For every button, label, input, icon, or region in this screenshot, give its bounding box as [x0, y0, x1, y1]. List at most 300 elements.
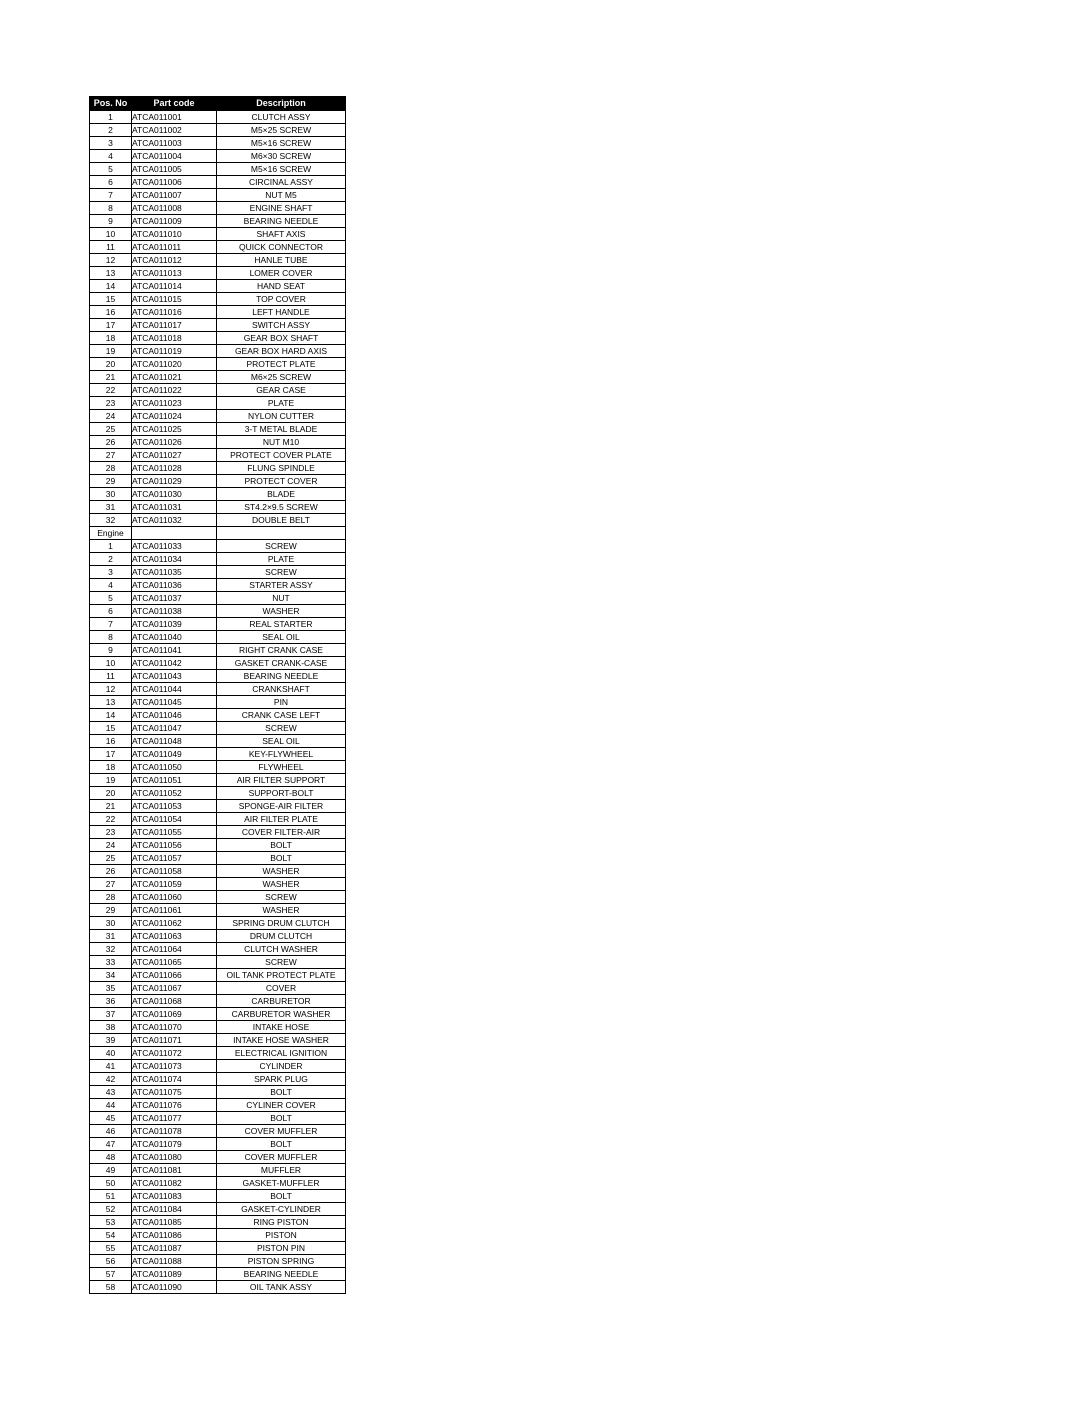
pos-cell: 18: [90, 761, 132, 774]
part-code-cell: ATCA011062: [132, 917, 217, 930]
pos-cell: 5: [90, 592, 132, 605]
part-code-cell: ATCA011034: [132, 553, 217, 566]
part-code-cell: ATCA011007: [132, 189, 217, 202]
part-code-cell: ATCA011019: [132, 345, 217, 358]
part-code-cell: ATCA011046: [132, 709, 217, 722]
part-code-cell: ATCA011035: [132, 566, 217, 579]
table-row: [90, 566, 346, 579]
table-row: [90, 1268, 346, 1281]
table-row: [90, 657, 346, 670]
table-row: [90, 1125, 346, 1138]
pos-cell: 53: [90, 1216, 132, 1229]
table-row: [90, 995, 346, 1008]
description-cell: SEAL OIL: [217, 631, 346, 644]
description-cell: NYLON CUTTER: [217, 410, 346, 423]
pos-cell: 14: [90, 709, 132, 722]
part-code-cell: ATCA011020: [132, 358, 217, 371]
pos-cell: 12: [90, 683, 132, 696]
table-row: [90, 358, 346, 371]
pos-cell: 32: [90, 943, 132, 956]
description-cell: SCREW: [217, 540, 346, 553]
description-cell: AIR FILTER SUPPORT: [217, 774, 346, 787]
description-cell: TOP COVER: [217, 293, 346, 306]
table-row: [90, 826, 346, 839]
pos-cell: 21: [90, 800, 132, 813]
description-cell: ST4.2×9.5 SCREW: [217, 501, 346, 514]
pos-cell: 24: [90, 839, 132, 852]
table-row: [90, 592, 346, 605]
table-row: [90, 280, 346, 293]
part-code-cell: ATCA011001: [132, 111, 217, 124]
table-row: [90, 683, 346, 696]
pos-cell: 35: [90, 982, 132, 995]
description-cell: M6×25 SCREW: [217, 371, 346, 384]
pos-cell: 45: [90, 1112, 132, 1125]
part-code-cell: ATCA011010: [132, 228, 217, 241]
table-row: [90, 449, 346, 462]
pos-cell: 56: [90, 1255, 132, 1268]
part-code-cell: ATCA011084: [132, 1203, 217, 1216]
part-code-cell: ATCA011040: [132, 631, 217, 644]
table-row: [90, 1255, 346, 1268]
table-row: [90, 1099, 346, 1112]
table-row: [90, 124, 346, 137]
description-cell: ENGINE SHAFT: [217, 202, 346, 215]
description-cell: INTAKE HOSE: [217, 1021, 346, 1034]
pos-cell: 6: [90, 605, 132, 618]
pos-cell: 43: [90, 1086, 132, 1099]
part-code-cell: ATCA011090: [132, 1281, 217, 1294]
part-code-cell: ATCA011002: [132, 124, 217, 137]
description-cell: GEAR CASE: [217, 384, 346, 397]
table-row: [90, 904, 346, 917]
pos-cell: 17: [90, 748, 132, 761]
table-row: [90, 735, 346, 748]
table-row: [90, 371, 346, 384]
pos-cell: 40: [90, 1047, 132, 1060]
table-row: [90, 462, 346, 475]
table-row: [90, 1242, 346, 1255]
pos-cell: 13: [90, 267, 132, 280]
pos-cell: 29: [90, 904, 132, 917]
pos-cell: 27: [90, 878, 132, 891]
table-row: [90, 111, 346, 124]
description-cell: NUT M10: [217, 436, 346, 449]
table-row: [90, 787, 346, 800]
pos-cell: 7: [90, 618, 132, 631]
description-cell: PROTECT COVER PLATE: [217, 449, 346, 462]
description-cell: GASKET-MUFFLER: [217, 1177, 346, 1190]
pos-cell: 16: [90, 735, 132, 748]
pos-cell: 19: [90, 345, 132, 358]
pos-cell: 27: [90, 449, 132, 462]
main-parts-body: [90, 111, 346, 527]
part-code-cell: ATCA011008: [132, 202, 217, 215]
description-cell: M5×16 SCREW: [217, 163, 346, 176]
table-row: [90, 1216, 346, 1229]
description-cell: NUT M5: [217, 189, 346, 202]
pos-cell: 31: [90, 930, 132, 943]
table-row: [90, 605, 346, 618]
description-cell: RING PISTON: [217, 1216, 346, 1229]
part-code-cell: ATCA011015: [132, 293, 217, 306]
pos-cell: 21: [90, 371, 132, 384]
part-code-cell: ATCA011051: [132, 774, 217, 787]
pos-cell: 5: [90, 163, 132, 176]
table-row: [90, 774, 346, 787]
part-code-cell: ATCA011003: [132, 137, 217, 150]
part-code-cell: ATCA011060: [132, 891, 217, 904]
engine-section-header: [90, 527, 346, 540]
part-code-cell: ATCA011030: [132, 488, 217, 501]
description-cell: CYLINER COVER: [217, 1099, 346, 1112]
table-row: [90, 813, 346, 826]
table-row: [90, 514, 346, 527]
pos-cell: 8: [90, 202, 132, 215]
part-code-cell: ATCA011044: [132, 683, 217, 696]
part-code-cell: ATCA011027: [132, 449, 217, 462]
description-cell: CLUTCH WASHER: [217, 943, 346, 956]
table-row: [90, 332, 346, 345]
table-row: [90, 878, 346, 891]
part-code-cell: ATCA011074: [132, 1073, 217, 1086]
part-code-cell: ATCA011058: [132, 865, 217, 878]
pos-cell: 1: [90, 111, 132, 124]
description-cell: M5×16 SCREW: [217, 137, 346, 150]
pos-cell: 47: [90, 1138, 132, 1151]
part-code-cell: ATCA011078: [132, 1125, 217, 1138]
table-row: [90, 930, 346, 943]
header-description: Description: [217, 97, 346, 111]
part-code-cell: ATCA011021: [132, 371, 217, 384]
pos-cell: 18: [90, 332, 132, 345]
description-cell: SCREW: [217, 566, 346, 579]
pos-cell: 11: [90, 241, 132, 254]
description-cell: WASHER: [217, 605, 346, 618]
part-code-cell: ATCA011052: [132, 787, 217, 800]
description-cell: STARTER ASSY: [217, 579, 346, 592]
pos-cell: 58: [90, 1281, 132, 1294]
table-row: [90, 267, 346, 280]
part-code-cell: ATCA011043: [132, 670, 217, 683]
table-row: [90, 670, 346, 683]
table-row: [90, 956, 346, 969]
pos-cell: 38: [90, 1021, 132, 1034]
description-cell: BLADE: [217, 488, 346, 501]
table-row: [90, 644, 346, 657]
table-row: [90, 1281, 346, 1294]
part-code-cell: ATCA011045: [132, 696, 217, 709]
part-code-cell: ATCA011059: [132, 878, 217, 891]
description-cell: NUT: [217, 592, 346, 605]
pos-cell: 30: [90, 917, 132, 930]
table-row: [90, 722, 346, 735]
header-row: [90, 97, 346, 111]
part-code-cell: ATCA011037: [132, 592, 217, 605]
parts-table: [89, 96, 346, 1294]
description-cell: HANLE TUBE: [217, 254, 346, 267]
pos-cell: 50: [90, 1177, 132, 1190]
description-cell: LOMER COVER: [217, 267, 346, 280]
part-code-cell: ATCA011016: [132, 306, 217, 319]
part-code-cell: ATCA011082: [132, 1177, 217, 1190]
description-cell: RIGHT CRANK CASE: [217, 644, 346, 657]
part-code-cell: ATCA011087: [132, 1242, 217, 1255]
table-row: [90, 1112, 346, 1125]
pos-cell: 8: [90, 631, 132, 644]
table-header: [90, 97, 346, 111]
pos-cell: 13: [90, 696, 132, 709]
pos-cell: 3: [90, 566, 132, 579]
part-code-cell: ATCA011041: [132, 644, 217, 657]
table-row: [90, 254, 346, 267]
description-cell: M6×30 SCREW: [217, 150, 346, 163]
description-cell: PISTON SPRING: [217, 1255, 346, 1268]
table-row: [90, 1177, 346, 1190]
part-code-cell: ATCA011071: [132, 1034, 217, 1047]
table-row: [90, 150, 346, 163]
description-cell: OIL TANK ASSY: [217, 1281, 346, 1294]
part-code-cell: ATCA011063: [132, 930, 217, 943]
table-row: [90, 137, 346, 150]
part-code-cell: ATCA011048: [132, 735, 217, 748]
table-row: [90, 618, 346, 631]
part-code-cell: ATCA011013: [132, 267, 217, 280]
pos-cell: 42: [90, 1073, 132, 1086]
pos-cell: 20: [90, 787, 132, 800]
description-cell: BOLT: [217, 852, 346, 865]
description-cell: INTAKE HOSE WASHER: [217, 1034, 346, 1047]
table-row: [90, 1190, 346, 1203]
part-code-cell: ATCA011056: [132, 839, 217, 852]
part-code-cell: ATCA011023: [132, 397, 217, 410]
part-code-cell: ATCA011005: [132, 163, 217, 176]
section-label: Engine: [90, 527, 132, 540]
pos-cell: 25: [90, 852, 132, 865]
pos-cell: 39: [90, 1034, 132, 1047]
description-cell: FLYWHEEL: [217, 761, 346, 774]
table-row: [90, 1138, 346, 1151]
description-cell: BEARING NEEDLE: [217, 215, 346, 228]
pos-cell: 6: [90, 176, 132, 189]
pos-cell: 34: [90, 969, 132, 982]
description-cell: FLUNG SPINDLE: [217, 462, 346, 475]
description-cell: SWITCH ASSY: [217, 319, 346, 332]
part-code-cell: ATCA011081: [132, 1164, 217, 1177]
description-cell: BEARING NEEDLE: [217, 670, 346, 683]
part-code-cell: ATCA011069: [132, 1008, 217, 1021]
description-cell: ELECTRICAL IGNITION: [217, 1047, 346, 1060]
description-cell: OIL TANK PROTECT PLATE: [217, 969, 346, 982]
description-cell: WASHER: [217, 878, 346, 891]
pos-cell: 17: [90, 319, 132, 332]
pos-cell: 16: [90, 306, 132, 319]
description-cell: BEARING NEEDLE: [217, 1268, 346, 1281]
pos-cell: 23: [90, 397, 132, 410]
table-row: [90, 215, 346, 228]
description-cell: CIRCINAL ASSY: [217, 176, 346, 189]
part-code-cell: ATCA011028: [132, 462, 217, 475]
table-row: [90, 1008, 346, 1021]
pos-cell: 44: [90, 1099, 132, 1112]
part-code-cell: ATCA011038: [132, 605, 217, 618]
part-code-cell: ATCA011006: [132, 176, 217, 189]
pos-cell: 4: [90, 150, 132, 163]
table-row: [90, 176, 346, 189]
pos-cell: 28: [90, 891, 132, 904]
description-cell: REAL STARTER: [217, 618, 346, 631]
pos-cell: 14: [90, 280, 132, 293]
part-code-cell: ATCA011011: [132, 241, 217, 254]
pos-cell: 52: [90, 1203, 132, 1216]
pos-cell: 36: [90, 995, 132, 1008]
description-cell: SPONGE-AIR FILTER: [217, 800, 346, 813]
pos-cell: 10: [90, 657, 132, 670]
part-code-cell: ATCA011009: [132, 215, 217, 228]
table-row: [90, 865, 346, 878]
description-cell: DRUM CLUTCH: [217, 930, 346, 943]
part-code-cell: ATCA011061: [132, 904, 217, 917]
pos-cell: 10: [90, 228, 132, 241]
part-code-cell: ATCA011075: [132, 1086, 217, 1099]
description-cell: GASKET CRANK-CASE: [217, 657, 346, 670]
pos-cell: 19: [90, 774, 132, 787]
part-code-cell: ATCA011012: [132, 254, 217, 267]
description-cell: CRANKSHAFT: [217, 683, 346, 696]
description-cell: BOLT: [217, 1086, 346, 1099]
table-row: [90, 163, 346, 176]
description-cell: PROTECT COVER: [217, 475, 346, 488]
table-row: [90, 969, 346, 982]
part-code-cell: ATCA011054: [132, 813, 217, 826]
pos-cell: 28: [90, 462, 132, 475]
part-code-cell: ATCA011029: [132, 475, 217, 488]
table-row: [90, 202, 346, 215]
description-cell: SUPPORT-BOLT: [217, 787, 346, 800]
description-cell: SPRING DRUM CLUTCH: [217, 917, 346, 930]
pos-cell: 22: [90, 813, 132, 826]
description-cell: COVER MUFFLER: [217, 1125, 346, 1138]
pos-cell: 49: [90, 1164, 132, 1177]
table-row: [90, 800, 346, 813]
table-row: [90, 241, 346, 254]
description-cell: MUFFLER: [217, 1164, 346, 1177]
table-row: [90, 501, 346, 514]
table-row: [90, 761, 346, 774]
pos-cell: 57: [90, 1268, 132, 1281]
description-cell: SPARK PLUG: [217, 1073, 346, 1086]
description-cell: QUICK CONNECTOR: [217, 241, 346, 254]
table-row: [90, 1151, 346, 1164]
pos-cell: 54: [90, 1229, 132, 1242]
pos-cell: 11: [90, 670, 132, 683]
table-row: [90, 579, 346, 592]
description-cell: LEFT HANDLE: [217, 306, 346, 319]
description-cell: GEAR BOX HARD AXIS: [217, 345, 346, 358]
table-row: [90, 306, 346, 319]
table-row: [90, 839, 346, 852]
part-code-cell: ATCA011039: [132, 618, 217, 631]
part-code-cell: ATCA011088: [132, 1255, 217, 1268]
part-code-cell: ATCA011064: [132, 943, 217, 956]
description-cell: PISTON: [217, 1229, 346, 1242]
description-cell: SCREW: [217, 956, 346, 969]
pos-cell: 23: [90, 826, 132, 839]
table-row: [90, 488, 346, 501]
part-code-cell: ATCA011085: [132, 1216, 217, 1229]
part-code-cell: ATCA011068: [132, 995, 217, 1008]
table-row: [90, 475, 346, 488]
part-code-cell: ATCA011049: [132, 748, 217, 761]
table-row: [90, 410, 346, 423]
part-code-cell: ATCA011089: [132, 1268, 217, 1281]
table-row: [90, 540, 346, 553]
pos-cell: 22: [90, 384, 132, 397]
part-code-cell: ATCA011050: [132, 761, 217, 774]
table-row: [90, 748, 346, 761]
description-cell: M5×25 SCREW: [217, 124, 346, 137]
description-cell: CARBURETOR WASHER: [217, 1008, 346, 1021]
pos-cell: 24: [90, 410, 132, 423]
part-code-cell: ATCA011018: [132, 332, 217, 345]
table-row: [90, 384, 346, 397]
table-row: [90, 423, 346, 436]
pos-cell: 20: [90, 358, 132, 371]
part-code-cell: ATCA011025: [132, 423, 217, 436]
section-empty-code: [132, 527, 217, 540]
pos-cell: 1: [90, 540, 132, 553]
description-cell: BOLT: [217, 1112, 346, 1125]
description-cell: PISTON PIN: [217, 1242, 346, 1255]
table-row: [90, 1047, 346, 1060]
pos-cell: 12: [90, 254, 132, 267]
header-part-code: Part code: [132, 97, 217, 111]
part-code-cell: ATCA011047: [132, 722, 217, 735]
description-cell: SCREW: [217, 891, 346, 904]
part-code-cell: ATCA011076: [132, 1099, 217, 1112]
table-row: [90, 982, 346, 995]
table-row: [90, 891, 346, 904]
pos-cell: 37: [90, 1008, 132, 1021]
description-cell: COVER MUFFLER: [217, 1151, 346, 1164]
description-cell: SCREW: [217, 722, 346, 735]
description-cell: AIR FILTER PLATE: [217, 813, 346, 826]
pos-cell: 9: [90, 215, 132, 228]
pos-cell: 7: [90, 189, 132, 202]
table-row: [90, 1164, 346, 1177]
part-code-cell: ATCA011083: [132, 1190, 217, 1203]
part-code-cell: ATCA011077: [132, 1112, 217, 1125]
part-code-cell: ATCA011072: [132, 1047, 217, 1060]
part-code-cell: ATCA011031: [132, 501, 217, 514]
pos-cell: 3: [90, 137, 132, 150]
description-cell: PLATE: [217, 397, 346, 410]
table-row: [90, 345, 346, 358]
part-code-cell: ATCA011036: [132, 579, 217, 592]
pos-cell: 31: [90, 501, 132, 514]
table-row: [90, 1073, 346, 1086]
table-row: [90, 293, 346, 306]
description-cell: BOLT: [217, 839, 346, 852]
description-cell: PIN: [217, 696, 346, 709]
part-code-cell: ATCA011032: [132, 514, 217, 527]
header-pos-no: Pos. No: [90, 97, 132, 111]
description-cell: CARBURETOR: [217, 995, 346, 1008]
part-code-cell: ATCA011066: [132, 969, 217, 982]
part-code-cell: ATCA011057: [132, 852, 217, 865]
table-row: [90, 1034, 346, 1047]
part-code-cell: ATCA011086: [132, 1229, 217, 1242]
